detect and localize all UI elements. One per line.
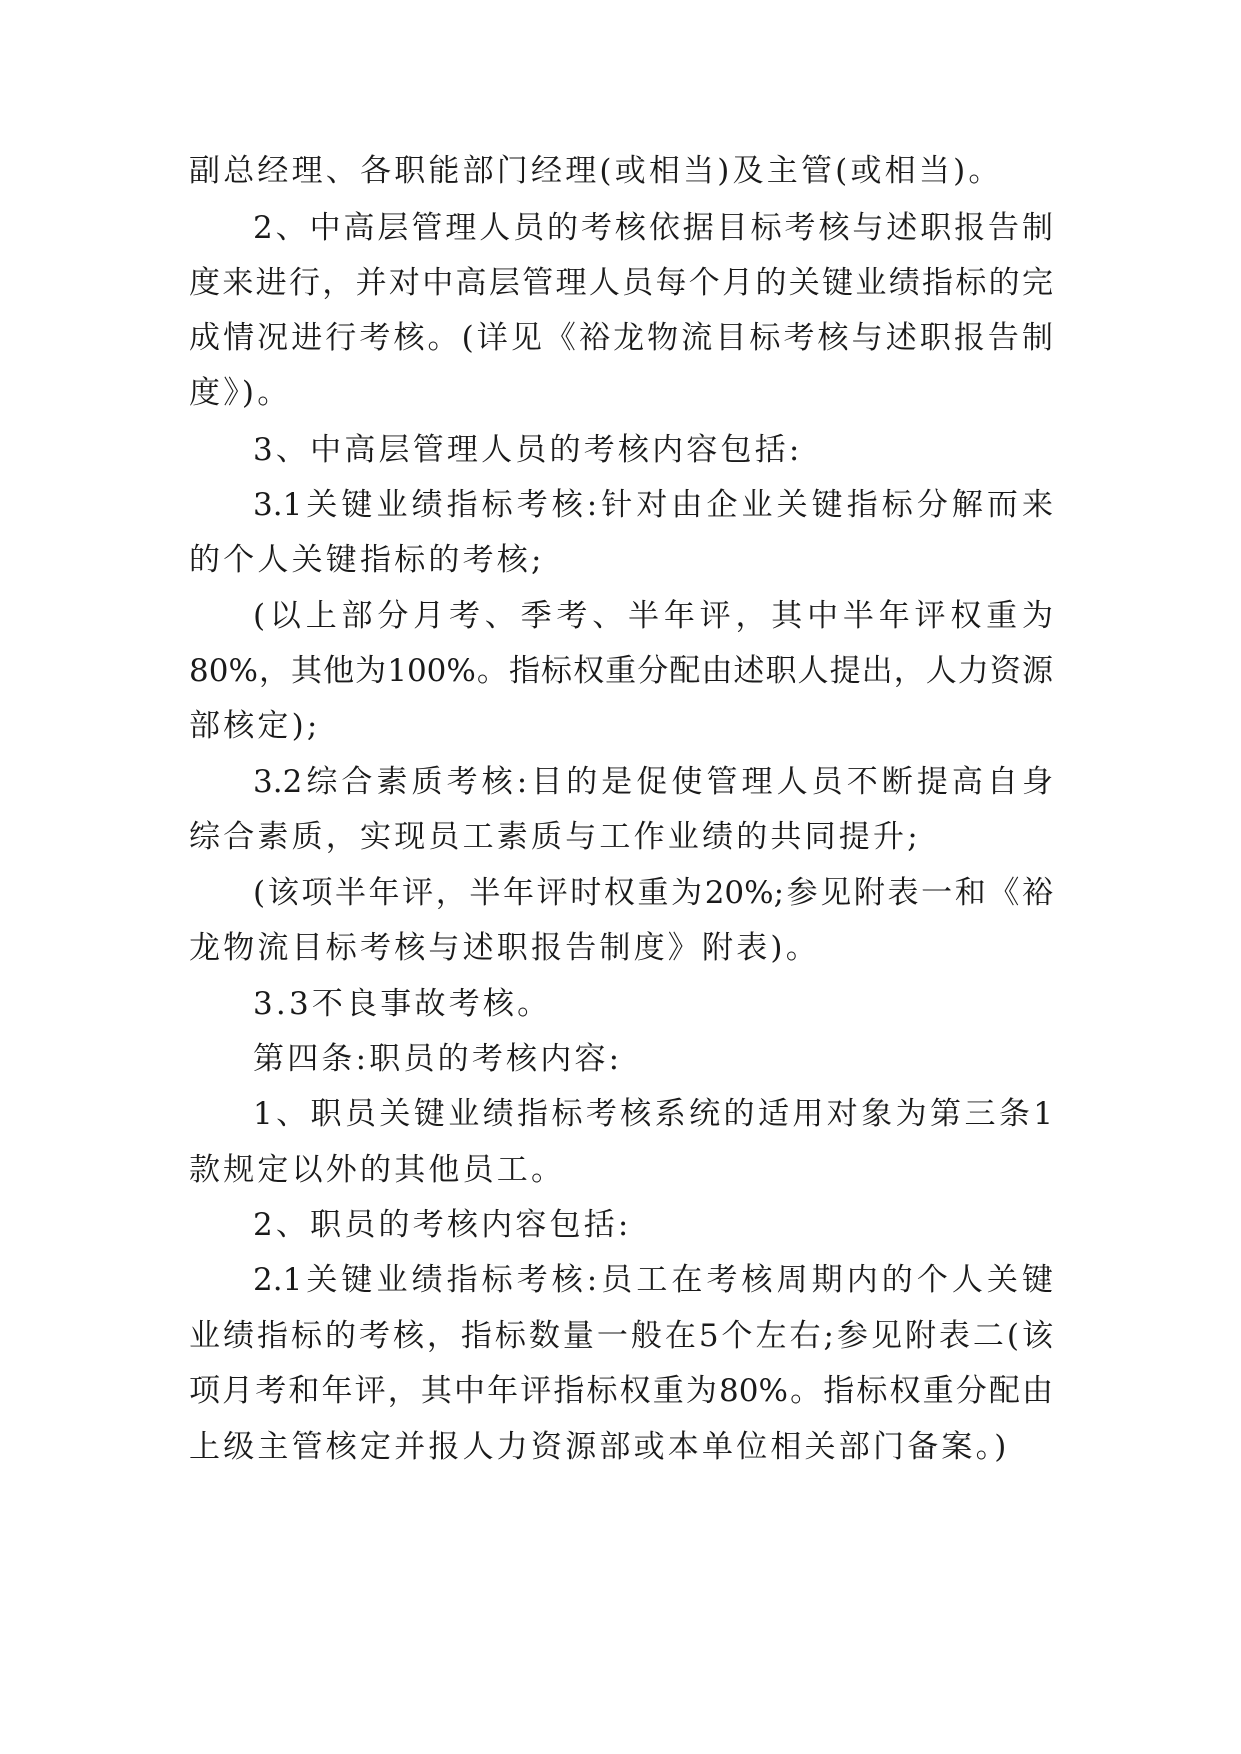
text-line-2: 2、中高层管理人员的考核依据目标考核与述职报告制 (253, 210, 1053, 246)
text-line-4: 成情况进行考核。(详见《裕龙物流目标考核与述职报告制 (189, 320, 1053, 356)
text-line-6: 3、中高层管理人员的考核内容包括: (253, 432, 803, 468)
text-line-12: 3.2综合素质考核:目的是促使管理人员不断提高自身 (253, 764, 1053, 800)
text-line-14: (该项半年评，半年评时权重为20%;参见附表一和《裕 (253, 875, 1053, 911)
text-line-16: 3.3不良事故考核。 (253, 986, 552, 1022)
text-line-22: 业绩指标的考核，指标数量一般在5个左右;参见附表二(该 (189, 1318, 1053, 1354)
text-line-11: 部核定); (189, 708, 321, 744)
text-line-13: 综合素质，实现员工素质与工作业绩的共同提升; (189, 819, 921, 855)
text-line-17: 第四条:职员的考核内容: (253, 1041, 623, 1077)
text-line-24: 上级主管核定并报人力资源部或本单位相关部门备案。) (189, 1429, 1010, 1465)
text-line-18: 1、职员关键业绩指标考核系统的适用对象为第三条1 (253, 1096, 1053, 1132)
text-line-7: 3.1关键业绩指标考核:针对由企业关键指标分解而来 (253, 487, 1053, 523)
text-line-9: (以上部分月考、季考、半年评，其中半年评权重为 (253, 598, 1053, 634)
text-line-19: 款规定以外的其他员工。 (189, 1152, 566, 1188)
text-line-8: 的个人关键指标的考核; (189, 542, 545, 578)
text-line-10: 80%，其他为100%。指标权重分配由述职人提出，人力资源 (189, 653, 1053, 689)
text-line-5: 度》)。 (189, 375, 292, 411)
text-line-3: 度来进行，并对中高层管理人员每个月的关键业绩指标的完 (189, 265, 1053, 301)
text-line-20: 2、职员的考核内容包括: (253, 1207, 632, 1243)
text-line-15: 龙物流目标考核与述职报告制度》附表)。 (189, 930, 820, 966)
text-line-23: 项月考和年评，其中年评指标权重为80%。指标权重分配由 (189, 1373, 1053, 1409)
text-line-21: 2.1关键业绩指标考核:员工在考核周期内的个人关键 (253, 1262, 1053, 1298)
text-line-1: 副总经理、各职能部门经理(或相当)及主管(或相当)。 (189, 153, 1003, 189)
